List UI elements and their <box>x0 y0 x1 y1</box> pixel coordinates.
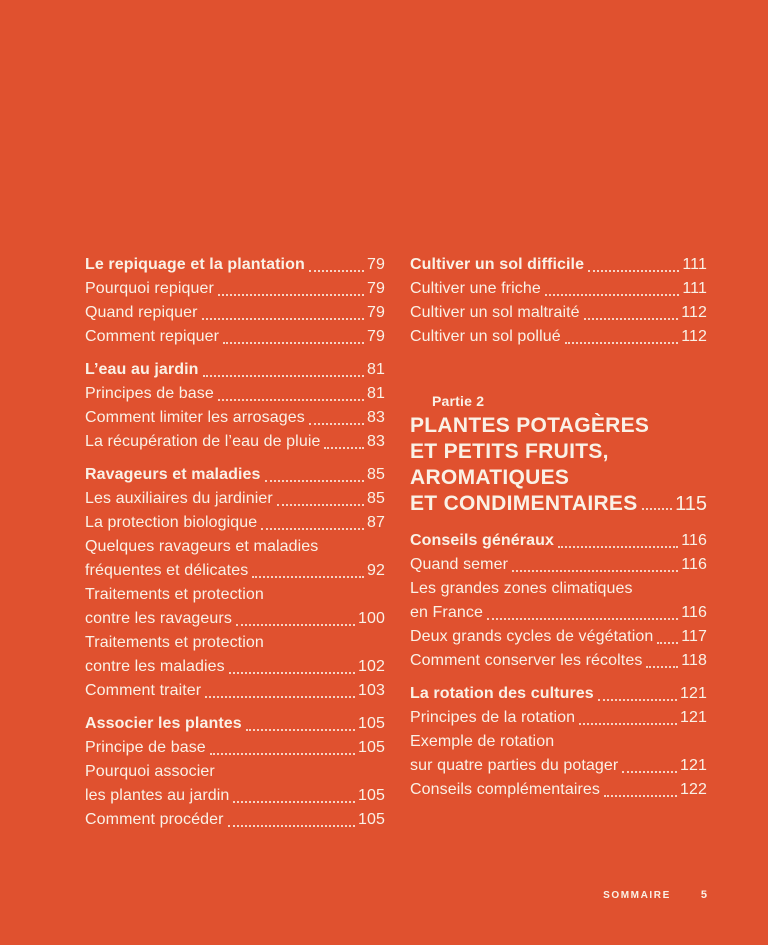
toc-entry-page-number: 122 <box>680 781 707 798</box>
dot-leader <box>205 696 355 698</box>
toc-entry-text: les plantes au jardin <box>85 787 230 804</box>
toc-entry <box>85 511 385 535</box>
toc-entry-line: Les grandes zones climatiques <box>410 580 633 597</box>
toc-entry-line: Traitements et protection <box>85 586 264 603</box>
toc-entry <box>85 382 385 406</box>
toc-entry <box>410 730 707 778</box>
toc-entry-text: contre les maladies <box>85 658 225 675</box>
toc-entry-page-number: 103 <box>358 682 385 699</box>
toc-entry <box>410 277 707 301</box>
dot-leader <box>223 342 364 344</box>
toc-columns <box>85 253 707 832</box>
toc-entry-row <box>85 253 385 277</box>
toc-entry-text: Comment repiquer <box>85 328 220 345</box>
toc-entry-text: Pourquoi repiquer <box>85 280 214 297</box>
part-title-page-number: 115 <box>675 493 707 515</box>
toc-section <box>85 358 385 454</box>
toc-entry-text: Cultiver un sol pollué <box>410 328 561 345</box>
toc-entry <box>85 631 385 679</box>
page-footer <box>603 889 707 901</box>
toc-entry-page-number: 83 <box>367 433 385 450</box>
toc-entry-page-number: 85 <box>367 466 385 483</box>
dot-leader <box>210 753 355 755</box>
toc-entry-text: L’eau au jardin <box>85 361 199 378</box>
toc-entry-line: Quelques ravageurs et maladies <box>85 538 319 555</box>
dot-leader <box>246 729 355 731</box>
dot-leader <box>229 672 355 674</box>
toc-entry <box>410 301 707 325</box>
toc-entry-page-number: 116 <box>681 604 707 621</box>
toc-entry <box>85 679 385 703</box>
footer-section-label: SOMMAIRE <box>603 890 671 901</box>
toc-entry-text: Les auxiliaires du jardinier <box>85 490 273 507</box>
dot-leader <box>622 771 677 773</box>
toc-entry-row <box>85 430 385 454</box>
dot-leader <box>545 294 680 296</box>
dot-leader <box>512 570 678 572</box>
toc-entry <box>410 553 707 577</box>
toc-entry-page-number: 81 <box>367 385 385 402</box>
toc-section <box>85 253 385 349</box>
toc-entry-text: Comment limiter les arrosages <box>85 409 305 426</box>
toc-section <box>410 529 707 673</box>
toc-entry-row <box>85 784 385 808</box>
toc-entry <box>85 487 385 511</box>
toc-entry-text: Comment procéder <box>85 811 224 828</box>
toc-entry-row <box>85 463 385 487</box>
toc-entry-row <box>85 277 385 301</box>
toc-entry-page-number: 79 <box>367 280 385 297</box>
dot-leader <box>309 270 364 272</box>
toc-entry-row <box>85 679 385 703</box>
toc-entry <box>410 253 707 277</box>
toc-entry-text: La protection biologique <box>85 514 258 531</box>
toc-entry-row <box>410 325 707 349</box>
toc-entry-text: fréquentes et délicates <box>85 562 249 579</box>
toc-entry-page-number: 83 <box>367 409 385 426</box>
toc-entry-page-number: 92 <box>367 562 385 579</box>
toc-entry <box>410 577 707 625</box>
toc-entry-text: Quand semer <box>410 556 509 573</box>
dot-leader <box>604 795 677 797</box>
toc-entry-text: Ravageurs et maladies <box>85 466 261 483</box>
toc-entry-row <box>410 625 707 649</box>
dot-leader <box>487 618 678 620</box>
toc-entry-row <box>85 712 385 736</box>
toc-entry-text: Conseils complémentaires <box>410 781 601 798</box>
toc-entry-row <box>85 487 385 511</box>
dot-leader <box>252 576 364 578</box>
dot-leader <box>598 699 677 701</box>
dot-leader <box>579 723 677 725</box>
dot-leader <box>233 801 355 803</box>
dot-leader <box>642 508 673 510</box>
toc-entry-row <box>85 325 385 349</box>
toc-entry-page-number: 105 <box>358 739 385 756</box>
toc-entry-text: contre les ravageurs <box>85 610 232 627</box>
part-title-line: ET PETITS FRUITS, <box>410 440 609 463</box>
part-title-text: ET CONDIMENTAIRES <box>410 492 638 515</box>
toc-entry-row <box>85 358 385 382</box>
toc-entry-row <box>410 553 707 577</box>
toc-entry <box>85 736 385 760</box>
toc-entry-page-number: 79 <box>367 304 385 321</box>
toc-entry-row <box>410 649 707 673</box>
toc-entry <box>85 253 385 277</box>
toc-entry-row <box>410 253 707 277</box>
toc-entry-text: La rotation des cultures <box>410 685 594 702</box>
toc-entry-row <box>410 529 707 553</box>
toc-entry-page-number: 105 <box>358 811 385 828</box>
toc-entry-text: Conseils généraux <box>410 532 554 549</box>
toc-entry-text: Le repiquage et la plantation <box>85 256 305 273</box>
toc-entry-row <box>85 808 385 832</box>
toc-entry <box>85 712 385 736</box>
dot-leader <box>588 270 679 272</box>
toc-entry-text: Comment traiter <box>85 682 202 699</box>
dot-leader <box>218 294 364 296</box>
dot-leader <box>218 399 364 401</box>
toc-entry <box>85 463 385 487</box>
toc-entry-page-number: 121 <box>680 685 707 702</box>
toc-entry-text: sur quatre parties du potager <box>410 757 619 774</box>
toc-entry-page-number: 81 <box>367 361 385 378</box>
toc-entry-row <box>85 655 385 679</box>
toc-entry-text: Deux grands cycles de végétation <box>410 628 654 645</box>
dot-leader <box>203 375 364 377</box>
toc-entry-text: Quand repiquer <box>85 304 198 321</box>
toc-column-left <box>85 253 385 832</box>
dot-leader <box>646 666 678 668</box>
toc-entry-row <box>85 406 385 430</box>
toc-entry-page-number: 79 <box>367 328 385 345</box>
toc-section <box>410 682 707 802</box>
dot-leader <box>202 318 364 320</box>
toc-entry-page-number: 112 <box>681 304 707 321</box>
toc-entry-text: Principes de la rotation <box>410 709 576 726</box>
toc-column-right <box>410 253 707 832</box>
dot-leader <box>277 504 364 506</box>
toc-entry-page-number: 105 <box>358 787 385 804</box>
toc-entry-line: Traitements et protection <box>85 634 264 651</box>
dot-leader <box>657 642 678 644</box>
toc-entry <box>85 583 385 631</box>
toc-section <box>85 712 385 832</box>
toc-entry <box>410 325 707 349</box>
toc-entry-page-number: 85 <box>367 490 385 507</box>
toc-section <box>410 253 707 349</box>
toc-entry-page-number: 112 <box>681 328 707 345</box>
toc-entry-row <box>410 682 707 706</box>
toc-entry-page-number: 116 <box>681 532 707 549</box>
toc-entry-page-number: 79 <box>367 256 385 273</box>
dot-leader <box>584 318 679 320</box>
dot-leader <box>565 342 678 344</box>
part-title-line: PLANTES POTAGÈRES <box>410 414 650 437</box>
toc-entry-page-number: 111 <box>682 280 707 297</box>
toc-entry-page-number: 102 <box>358 658 385 675</box>
toc-entry <box>85 277 385 301</box>
toc-entry-page-number: 117 <box>681 628 707 645</box>
toc-entry-row <box>85 559 385 583</box>
toc-entry-row <box>85 511 385 535</box>
toc-entry-line: Exemple de rotation <box>410 733 555 750</box>
toc-entry-text: Cultiver un sol maltraité <box>410 304 580 321</box>
toc-entry <box>85 406 385 430</box>
toc-entry-page-number: 118 <box>681 652 707 669</box>
toc-entry <box>410 529 707 553</box>
part-heading-block <box>410 391 707 517</box>
toc-entry-page-number: 116 <box>681 556 707 573</box>
toc-entry <box>410 682 707 706</box>
toc-entry-page-number: 121 <box>680 709 707 726</box>
toc-entry <box>85 358 385 382</box>
dot-leader <box>261 528 364 530</box>
toc-entry-page-number: 105 <box>358 715 385 732</box>
toc-entry <box>85 535 385 583</box>
footer-page-number: 5 <box>700 889 707 901</box>
toc-entry-row <box>410 706 707 730</box>
toc-entry-text: Associer les plantes <box>85 715 242 732</box>
dot-leader <box>309 423 364 425</box>
toc-entry <box>85 301 385 325</box>
toc-entry-row <box>85 736 385 760</box>
toc-entry-row <box>410 601 707 625</box>
toc-entry-text: Cultiver un sol difficile <box>410 256 585 273</box>
toc-entry-row <box>85 382 385 406</box>
toc-entry <box>85 760 385 808</box>
toc-entry-page-number: 111 <box>682 256 707 273</box>
toc-entry-row <box>410 301 707 325</box>
part-kicker: Partie 2 <box>432 393 485 409</box>
toc-entry <box>410 649 707 673</box>
toc-entry <box>85 430 385 454</box>
toc-section <box>85 463 385 703</box>
toc-entry-row <box>410 778 707 802</box>
toc-entry-text: en France <box>410 604 483 621</box>
toc-entry-text: Principes de base <box>85 385 214 402</box>
toc-entry-row <box>410 277 707 301</box>
toc-entry <box>85 325 385 349</box>
toc-entry-row <box>85 607 385 631</box>
part-title-row <box>410 491 707 517</box>
toc-entry-text: La récupération de l’eau de pluie <box>85 433 321 450</box>
dot-leader <box>265 480 364 482</box>
toc-entry-line: Pourquoi associer <box>85 763 215 780</box>
dot-leader <box>236 624 355 626</box>
toc-entry <box>410 706 707 730</box>
toc-entry-page-number: 100 <box>358 610 385 627</box>
dot-leader <box>324 447 364 449</box>
dot-leader <box>228 825 355 827</box>
toc-entry-page-number: 87 <box>367 514 385 531</box>
toc-entry-row <box>410 754 707 778</box>
toc-entry <box>410 778 707 802</box>
toc-entry-row <box>85 301 385 325</box>
toc-entry-text: Comment conserver les récoltes <box>410 652 643 669</box>
toc-entry <box>410 625 707 649</box>
toc-entry <box>85 808 385 832</box>
part-title-line: AROMATIQUES <box>410 466 570 489</box>
toc-entry-text: Principe de base <box>85 739 206 756</box>
toc-entry-text: Cultiver une friche <box>410 280 541 297</box>
dot-leader <box>558 546 678 548</box>
toc-entry-page-number: 121 <box>680 757 707 774</box>
